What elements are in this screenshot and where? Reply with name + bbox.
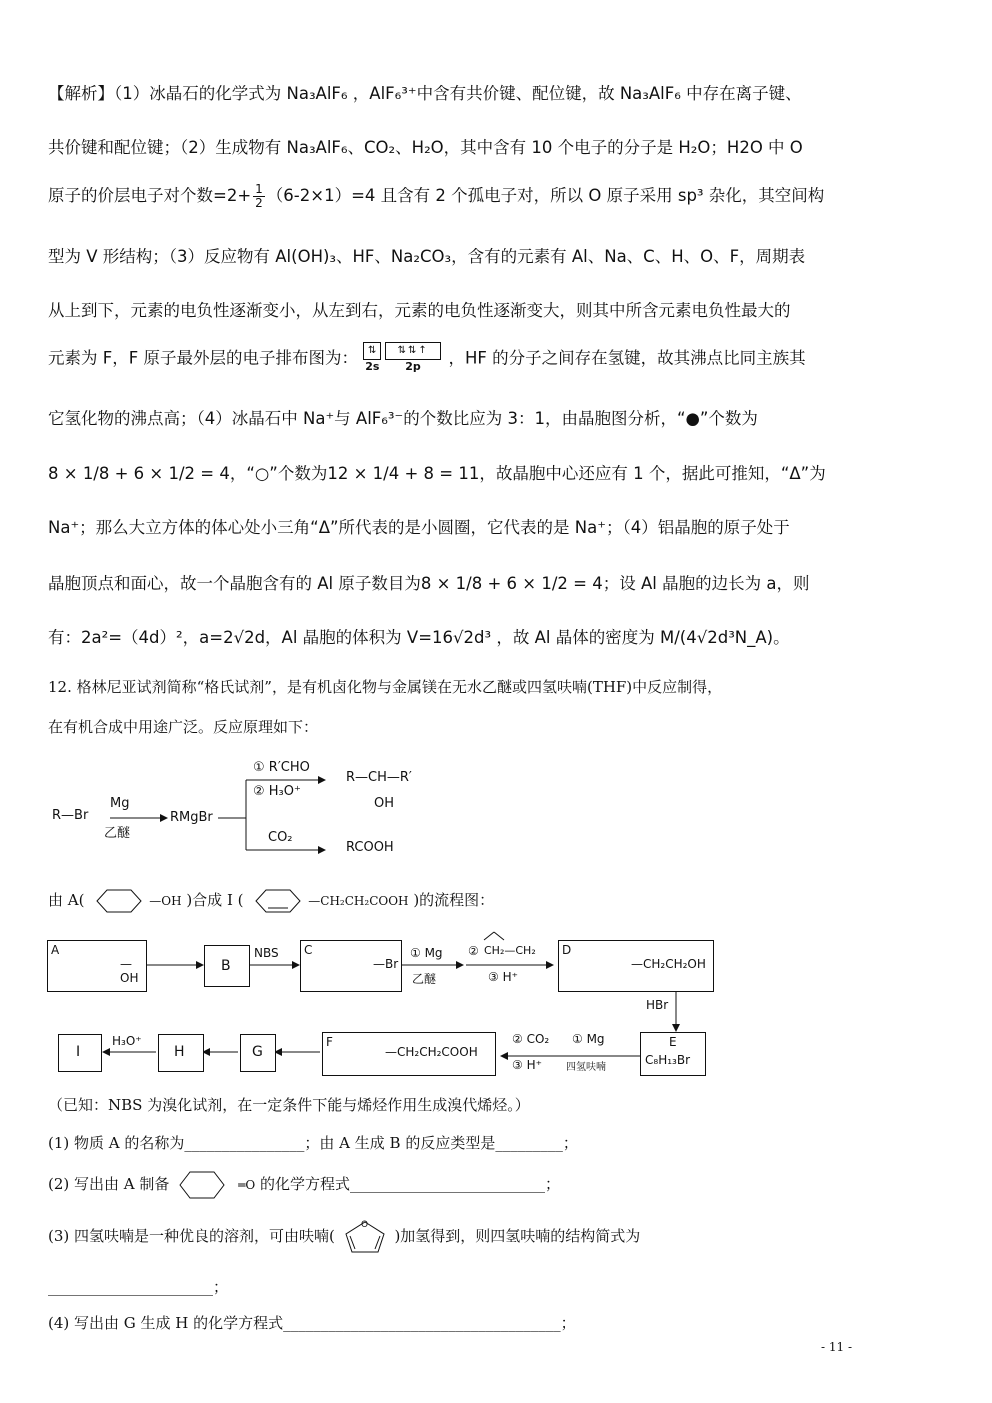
analysis-line-9: Na⁺；那么大立方体的体心处小三角“Δ”所代表的是小圆圈，它代表的是 Na⁺；（4）铝晶胞的原子处于	[48, 518, 790, 537]
question-2	[48, 1168, 560, 1202]
question-intro-2: 在有机合成中用途广泛。反应原理如下：	[48, 718, 319, 736]
flow-e-formula: C₈H₁₃Br	[645, 1053, 690, 1067]
question-1: (1) 物质 A 的名称为________________；由 A 生成 B 的反应类型是_________；	[48, 1134, 578, 1152]
route-a-text: 由 A(	[48, 891, 85, 909]
condition-aldehyde: ① R′CHO	[253, 760, 310, 775]
reagent-h3o: H₃O⁺	[112, 1034, 142, 1048]
step-epoxide-num: ②	[468, 944, 479, 958]
furan-ring-icon	[340, 1218, 390, 1256]
question-3	[48, 1218, 640, 1256]
flow-f-chain: —CH₂CH₂COOH	[385, 1045, 478, 1059]
step2-thf: 四氢呋喃	[566, 1062, 606, 1073]
question-2a: (2) 写出由 A 制备	[48, 1175, 170, 1193]
reagent-hbr: HBr	[646, 998, 669, 1012]
flow-box-g: G	[240, 1034, 276, 1072]
flow-box-i: I	[58, 1034, 102, 1072]
route-mid-text: )合成 I (	[186, 891, 244, 909]
analysis-line-3a: 原子的价层电子对个数=2+	[48, 186, 252, 205]
step-ether: 乙醚	[412, 972, 437, 986]
analysis-line-2: 共价键和配位键；（2）生成物有 Na₃AlF₆、CO₂、H₂O，其中含有 10 个电子的分子是 H₂O；H2O 中 O	[48, 138, 803, 157]
flow-box-e: E C₈H₁₃Br	[640, 1032, 706, 1076]
flow-box-f: F —CH₂CH₂COOH	[322, 1032, 496, 1076]
flow-box-a: A —OH	[47, 940, 147, 992]
analysis-line-3	[48, 182, 868, 210]
flow-box-b: B	[204, 945, 250, 987]
analysis-line-6	[48, 342, 868, 376]
question-4: (4) 写出由 G 生成 H 的化学方程式_____________________________________；	[48, 1314, 576, 1332]
route-a-oh: —OH	[149, 894, 182, 908]
grignard-scheme	[48, 760, 468, 860]
question-intro-1: 12. 格林尼亚试剂简称“格氏试剂”，是有机卤化物与金属镁在无水乙醚或四氢呋喃(THF)中反应制得，	[48, 678, 723, 696]
analysis-line-5: 从上到下，元素的电负性逐渐变小，从左到右，元素的电负性逐渐变大，则其中所含元素电负性最大的	[48, 301, 791, 320]
orbital-diagram: ⇅ ⇅⇅↑ 2s 2p	[363, 342, 443, 376]
step-mg: ① Mg	[410, 946, 443, 960]
question-3b: )加氢得到，则四氢呋喃的结构简式为	[394, 1227, 641, 1245]
reagent-mg: Mg	[110, 796, 130, 811]
analysis-line-10: 晶胞顶点和面心，故一个晶胞含有的 Al 原子数目为8 × 1/8 + 6 × 1/2 = 4；设 Al 晶胞的边长为 a，则	[48, 574, 810, 593]
cyclohexene-ring-icon	[248, 886, 308, 916]
analysis-line-1: 【解析】（1）冰晶石的化学式为 Na₃AlF₆ ，AlF₆³⁺中含有共价键、配位键，故 Na₃AlF₆ 中存在离子键、	[48, 84, 802, 103]
question-3a: (3) 四氢呋喃是一种优良的溶剂，可由呋喃(	[48, 1227, 335, 1245]
question-3-blank: ______________________；	[48, 1278, 229, 1296]
svg-text:O: O	[360, 1220, 368, 1230]
analysis-line-11: 有：2a²=（4d）²，a=2√2d，Al 晶胞的体积为 V=16√2d³ ，故 Al 晶体的密度为 M/(4√2d³N_A)。	[48, 628, 790, 647]
analysis-line-6a: 元素为 F，F 原子最外层的电子排布图为：	[48, 348, 358, 368]
route-i-chain: —CH₂CH₂COOH	[308, 894, 409, 908]
question-2-oxygen: ═O	[238, 1178, 256, 1192]
reagent-nbs: NBS	[254, 946, 279, 960]
step2-mg: ① Mg	[572, 1032, 605, 1046]
solvent-ether: 乙醚	[104, 826, 131, 841]
flow-a-oh: —OH	[120, 957, 139, 985]
analysis-line-8: 8 × 1/8 + 6 × 1/2 = 4，“○”个数为12 × 1/4 + 8 = 11，故晶胞中心还应有 1 个，据此可推知，“Δ”为	[48, 464, 826, 483]
cyclohexanone-ring-icon	[174, 1168, 238, 1202]
product-alcohol-oh: OH	[374, 796, 395, 811]
condition-co2: CO₂	[268, 830, 293, 845]
step2-co2: ② CO₂	[512, 1032, 550, 1046]
flow-c-br: —Br	[373, 957, 399, 971]
analysis-line-3b: （6-2×1）=4 且含有 2 个孤电子对，所以 O 原子采用 sp³ 杂化，其空间构	[266, 186, 825, 205]
flow-diagram	[0, 930, 992, 1080]
page-number: - 11 -	[820, 1340, 852, 1354]
product-alcohol: R—CH—R′	[346, 770, 412, 785]
analysis-line-7: 它氢化物的沸点高；（4）冰晶石中 Na⁺与 AlF₆³⁻的个数比应为 3：1，由晶胞图分析，“●”个数为	[48, 409, 758, 428]
grignard-reagent: RMgBr	[170, 810, 213, 825]
question-note: （已知：NBS 为溴化试剂，在一定条件下能与烯烃作用生成溴代烯烃。）	[48, 1096, 530, 1114]
flow-box-c: C —Br	[300, 940, 402, 992]
analysis-line-4: 型为 V 形结构；（3）反应物有 Al(OH)₃、HF、Na₂CO₃，含有的元素有 Al、Na、C、H、O、F，周期表	[48, 247, 806, 266]
fraction-half: $\frac{1}{2}$	[255, 182, 263, 210]
step-epoxide: CH₂—CH₂	[484, 944, 536, 957]
flow-d-chain: —CH₂CH₂OH	[631, 957, 706, 971]
flow-box-h: H	[158, 1034, 204, 1072]
question-2b: 的化学方程式__________________________；	[260, 1175, 561, 1193]
step2-acid: ③ H⁺	[512, 1058, 542, 1072]
flow-box-d: D —CH₂CH₂OH	[558, 940, 714, 992]
analysis-line-6b: ，HF 的分子之间存在氢键，故其沸点比同主族其	[448, 348, 806, 368]
condition-acid: ② H₃O⁺	[253, 784, 301, 799]
product-acid: RCOOH	[346, 840, 394, 855]
route-end-text: )的流程图：	[413, 891, 495, 909]
route-line	[48, 886, 494, 916]
step-acid: ③ H⁺	[488, 970, 518, 984]
reactant-rbr: R—Br	[52, 808, 89, 823]
cyclohexane-ring-icon	[89, 886, 149, 916]
